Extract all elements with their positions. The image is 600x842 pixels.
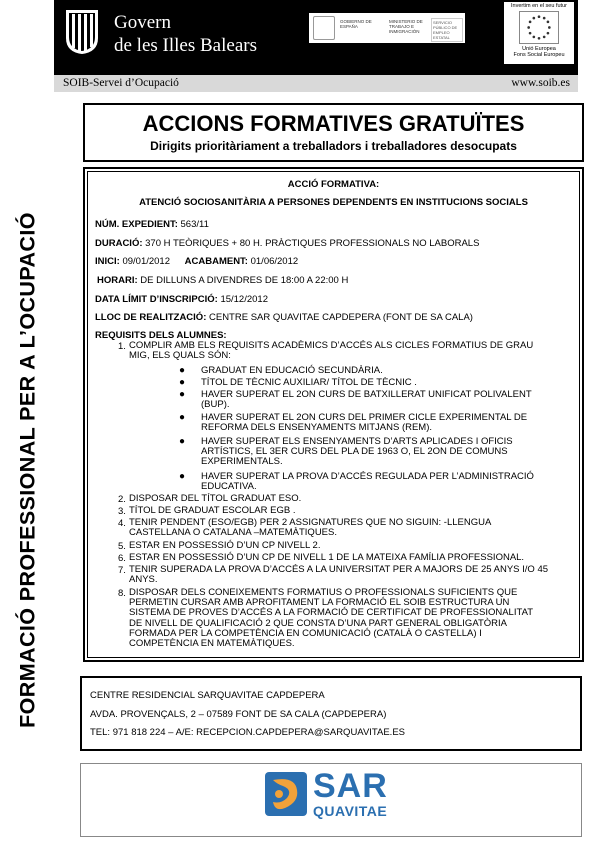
bullet-item-4-line1: HAVER SUPERAT EL 2ON CURS DEL PRIMER CICLE EXPERIMENTAL DE	[201, 412, 528, 423]
expedient-row	[95, 219, 209, 230]
course-name: ATENCIÓ SOCIOSANITÀRIA A PERSONES DEPENDENTS EN INSTITUCIONS SOCIALS	[139, 197, 528, 208]
bullet-item-2: TÍTOL DE TÈCNIC AUXILIAR/ TÍTOL DE TÈCNIC .	[201, 377, 417, 388]
expedient-value: 563/11	[180, 219, 209, 230]
req6-number: 6.	[118, 553, 126, 564]
end-value: 01/06/2012	[250, 256, 299, 267]
center-address: AVDA. PROVENÇALS, 2 – 07589 FONT DE SA CALA (CAPDEPERA)	[90, 709, 387, 720]
course-details-frame	[87, 171, 580, 658]
bullet-item-1: GRADUAT EN EDUCACIÓ SECUNDÀRIA.	[201, 365, 383, 376]
req7-number: 7.	[118, 565, 126, 576]
eu-caption-line1: Unió Europea	[522, 46, 556, 52]
req7-line2: ANYS.	[129, 574, 158, 586]
requirement-3: TÍTOL DE GRADUAT ESCOLAR EGB .	[129, 505, 296, 516]
req3-number: 3.	[118, 506, 126, 517]
deadline-row	[95, 294, 268, 305]
eu-caption	[504, 46, 574, 58]
deadline-label: DATA LÍMIT D’INSCRIPCIÓ:	[95, 294, 218, 305]
req1-number: 1.	[118, 341, 126, 352]
header-banner	[54, 0, 578, 75]
start-label: INICI:	[95, 256, 120, 267]
ministry-logo	[309, 13, 465, 43]
expedient-label: NÚM. EXPEDIENT:	[95, 219, 178, 230]
end-label: ACABAMENT:	[184, 256, 248, 267]
bullet-icon: ●	[179, 412, 186, 423]
bullet-icon: ●	[179, 471, 186, 482]
contact-box	[80, 676, 582, 751]
ministry-text-gobierno: GOBIERNO DE ESPAÑA	[340, 19, 372, 29]
action-heading: ACCIÓ FORMATIVA:	[287, 179, 380, 190]
req1-line2: MIG, ELS QUALS SÓN:	[129, 350, 231, 362]
req4-number: 4.	[118, 518, 126, 529]
place-value: CENTRE SAR QUAVITAE CAPDEPERA (FONT DE SA CALA)	[209, 312, 473, 323]
duration-value: 370 H TEÒRIQUES + 80 H. PRÀCTIQUES PROFESSIONALS NO LABORALS	[145, 238, 480, 249]
place-label: LLOC DE REALITZACIÓ:	[95, 312, 207, 323]
bullet-icon: ●	[179, 377, 186, 388]
eu-logo	[504, 2, 574, 64]
bullet-item-5-line1: HAVER SUPERAT ELS ENSENYAMENTS D’ARTS APLICADES I OFICIS	[201, 436, 513, 447]
schedule-label: HORARI:	[97, 275, 138, 286]
sar-logo-text: SAR	[313, 767, 388, 805]
req7-line1: TENIR SUPERADA LA PROVA D’ACCÉS A LA UNIVERSITAT PER A MAJORS DE 25 ANYS I/O 45	[129, 564, 549, 575]
ministry-text-sepe: SERVICIO PÚBLICO DE EMPLEO ESTATAL	[431, 18, 463, 42]
deadline-value: 15/12/2012	[220, 294, 268, 305]
bullet-item-4-line2: REFORMA DELS ENSENYAMENTS MITJANS (REM).	[201, 422, 433, 434]
center-name: CENTRE RESIDENCIAL SARQUAVITAE CAPDEPERA	[90, 690, 325, 701]
duration-label: DURACIÓ:	[95, 238, 143, 249]
place-row	[95, 312, 473, 323]
bullet-item-5-line2: ARTÍSTICS, EL 3ER CURS DEL PLA DE 1963 O, EL 2ON DE COMUNS	[201, 446, 508, 458]
req2-number: 2.	[118, 494, 126, 505]
bullet-item-4	[201, 413, 527, 433]
eu-tagline: Invertim en el seu futur	[511, 3, 567, 9]
bullet-item-6-line2: EDUCATIVA.	[201, 481, 257, 493]
eu-stars-icon	[519, 11, 559, 44]
req8-line4: DE NIVELL DE QUALIFICACIÓ 2 QUE CONSTA D’UNA PART GENERAL OBLIGATÒRIA	[129, 617, 507, 629]
requirement-2: DISPOSAR DEL TÍTOL GRADUAT ESO.	[129, 493, 302, 504]
requirement-8	[129, 588, 533, 649]
requirement-7	[129, 565, 548, 585]
side-title-text: FORMACIÓ PROFESSIONAL PER A L’OCUPACIÓ	[15, 212, 40, 728]
bullet-icon: ●	[179, 365, 186, 376]
government-name	[114, 11, 257, 57]
side-title	[0, 0, 56, 842]
sar-quavitae-logo-icon	[265, 772, 307, 816]
requirement-4	[129, 518, 491, 538]
req1-line1: COMPLIR AMB ELS REQUISITS ACADÈMICS D’ACCÉS ALS CICLES FORMATIUS DE GRAU	[129, 340, 534, 351]
req8-line5: FORMADA PER LA COMPETÈNCIA EN COMUNICACIÓ (CATALÀ O CASTELLA) I	[129, 627, 482, 639]
req5-number: 5.	[118, 541, 126, 552]
req4-line2: CASTELLANA O CATALANA –MATEMÀTIQUES.	[129, 527, 337, 539]
eu-caption-line2: Fons Social Europeu	[513, 52, 565, 58]
bullet-item-3	[201, 390, 532, 410]
soib-label: SOIB-Servei d’Ocupació	[63, 77, 179, 89]
ministry-text-trabajo: MINISTERIO DE TRABAJO E INMIGRACIÓN	[389, 19, 423, 34]
center-contact: TEL: 971 818 224 – A/E: RECEPCION.CAPDEPERA@SARQUAVITAE.ES	[90, 727, 405, 738]
start-value: 09/01/2012	[122, 256, 170, 267]
req8-line6: COMPETÈNCIA EN MATEMÀTIQUES.	[129, 638, 295, 650]
req8-line1: DISPOSAR DELS CONEIXEMENTS FORMATIUS O PROFESSIONALS SUFICIENTS QUE	[129, 587, 518, 598]
requirement-1	[129, 341, 533, 361]
req4-line1: TENIR PENDENT (ESO/EGB) PER 2 ASSIGNATURES QUE NO SIGUIN: -LLENGUA	[129, 517, 492, 528]
bullet-item-3-line1: HAVER SUPERAT EL 2ON CURS DE BATXILLERAT UNIFICAT POLIVALENT	[201, 389, 532, 400]
government-name-line1: Govern	[114, 12, 171, 33]
bullet-item-5	[201, 437, 513, 468]
course-details-box	[83, 167, 584, 662]
sponsor-logo-box	[80, 763, 582, 837]
req8-number: 8.	[118, 588, 126, 599]
requirements-label: REQUISITS DELS ALUMNES:	[95, 330, 227, 341]
req8-line2: PERMETIN CURSAR AMB APROFITAMENT LA FORMACIÓ EL SOIB ESTRUCTURA UN	[129, 597, 510, 609]
spain-seal-icon	[313, 16, 335, 40]
dates-row	[95, 256, 298, 267]
bullet-item-3-line2: (BUP).	[201, 399, 230, 411]
government-name-line2: de les Illes Balears	[114, 35, 257, 56]
bullet-icon: ●	[179, 389, 186, 400]
schedule-value: DE DILLUNS A DIVENDRES DE 18:00 A 22:00 H	[140, 275, 349, 286]
page-subtitle: Dirigits prioritàriament a treballadors i treballadores desocupats	[150, 139, 517, 153]
coat-of-arms-icon	[64, 8, 100, 56]
bullet-item-5-line3: EXPERIMENTALS.	[201, 456, 283, 468]
bullet-icon: ●	[179, 436, 186, 447]
bullet-item-6	[201, 472, 534, 492]
quavitae-logo-text: QUAVITAE	[313, 803, 388, 819]
duration-row	[95, 238, 479, 249]
req8-line3: SISTEMA DE PROVES D’ACCÉS A LA FORMACIÓ DE CERTIFICAT DE PROFESSIONALITAT	[129, 607, 534, 619]
requirement-6: ESTAR EN POSSESSIÓ D’UN CP DE NIVELL 1 DE LA MATEIXA FAMÍLIA PROFESSIONAL.	[129, 552, 525, 563]
schedule-row	[97, 275, 348, 286]
subheader-bar	[54, 75, 578, 92]
bullet-item-6-line1: HAVER SUPERAT LA PROVA D’ACCÉS REGULADA PER L’ADMINISTRACIÓ	[201, 471, 534, 482]
soib-website: www.soib.es	[511, 77, 570, 89]
requirement-5: ESTAR EN POSSESSIÓ D’UN CP NIVELL 2.	[129, 540, 321, 551]
page-title: ACCIONS FORMATIVES GRATUÏTES	[142, 111, 525, 136]
title-box	[83, 103, 584, 162]
